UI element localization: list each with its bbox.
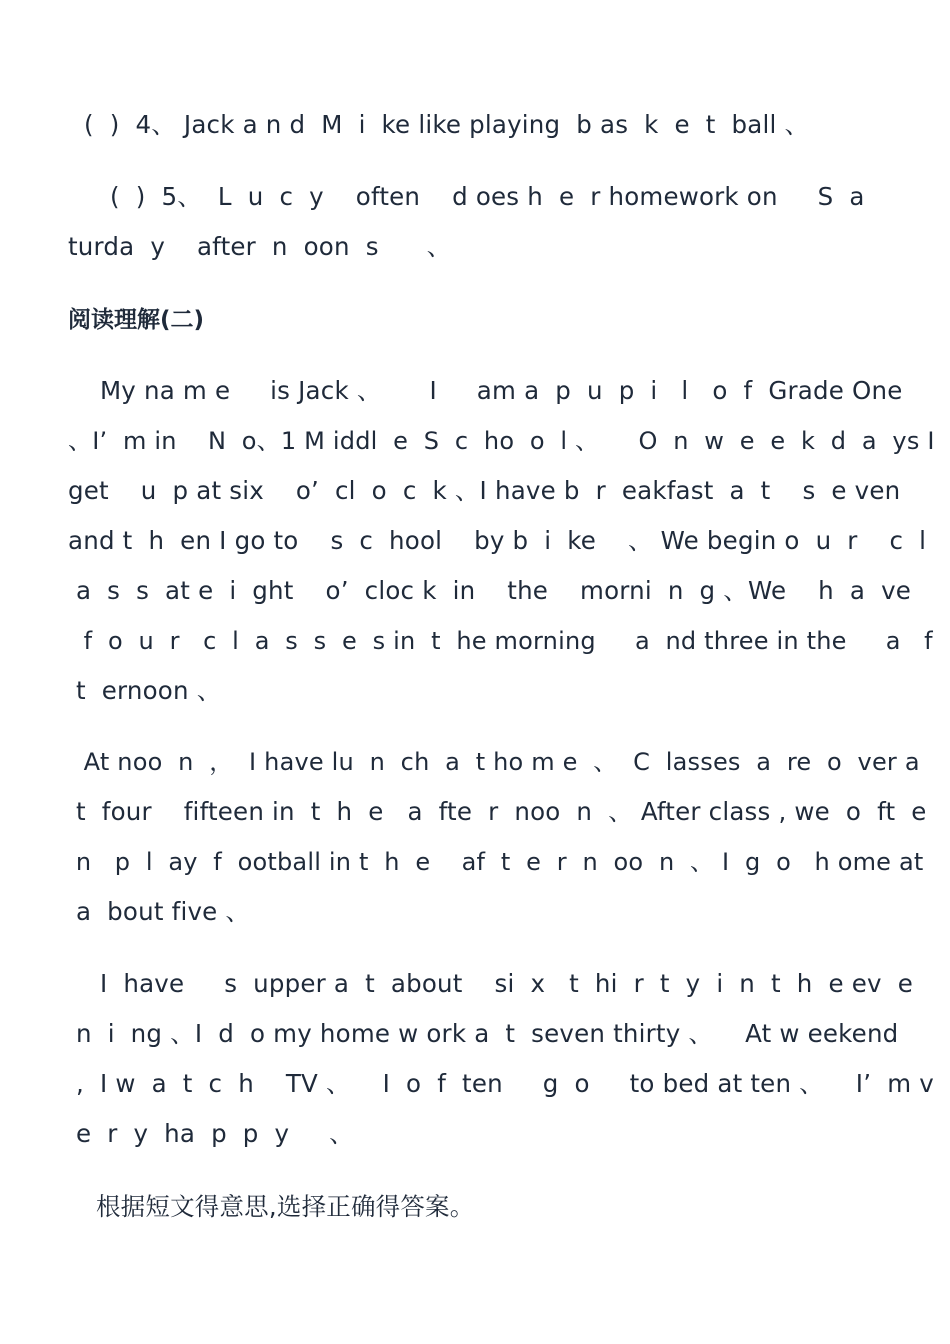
paragraph-3-line: e r y ha p p y 、 (68, 1119, 354, 1148)
question-5-continued: turda y after n oon s 、 (68, 232, 452, 261)
paragraph-1-line: a s s at e i ght o’ cloc k in the morni n g 、We h a ve (68, 576, 912, 605)
paragraph-1-line: 、I’ m in N o、1 M iddl e S c ho o l 、 O n w e e k d a ys I (68, 427, 935, 455)
paragraph-2-line: n p l ay f ootball in t h e af t e r n oo n 、 I g o h ome at (68, 848, 924, 876)
paragraph-1-line: and t h en I go to s c hool by b i ke 、 We begin o u r c l (68, 526, 927, 555)
question-4: ( ) 4、 Jack a n d M i ke like playing b as k e t ball 、 (68, 110, 810, 139)
instruction-text: 根据短文得意思,选择正确得答案。 (80, 1192, 475, 1221)
paragraph-1-line: get u p at six o’ cl o c k 、I have b r eakfast a t s e ven (68, 476, 901, 505)
paragraph-1-line: f o u r c l a s s e s in t he morning a nd three in the a f (68, 627, 933, 655)
paragraph-3-line: n i ng 、I d o my home w ork a t seven thirty 、 At w eekend (68, 1019, 899, 1048)
paragraph-2-line: t four fifteen in t h e a fte r noo n 、 After class , we o ft e (68, 797, 927, 826)
paragraph-1-line: t ernoon 、 (68, 676, 222, 705)
paragraph-3-line: I have s upper a t about si x t hi r t y i n t h e ev e (68, 969, 913, 998)
question-5: ( ) 5、 L u c y often d oes h e r homework on S a (110, 182, 865, 211)
paragraph-3-line: , I w a t c h TV 、 I o f ten g o to bed at ten 、 I’ m v (68, 1069, 934, 1098)
paragraph-1-line: My na m e is Jack 、 I am a p u p i l o f Grade One (68, 376, 903, 405)
paragraph-2-line: a bout five 、 (68, 897, 251, 926)
section-title: 阅读理解(二) (68, 307, 205, 333)
paragraph-2-line: At noo n ， I have lu n ch a t ho m e 、 C lasses a re o ver a (68, 748, 920, 776)
